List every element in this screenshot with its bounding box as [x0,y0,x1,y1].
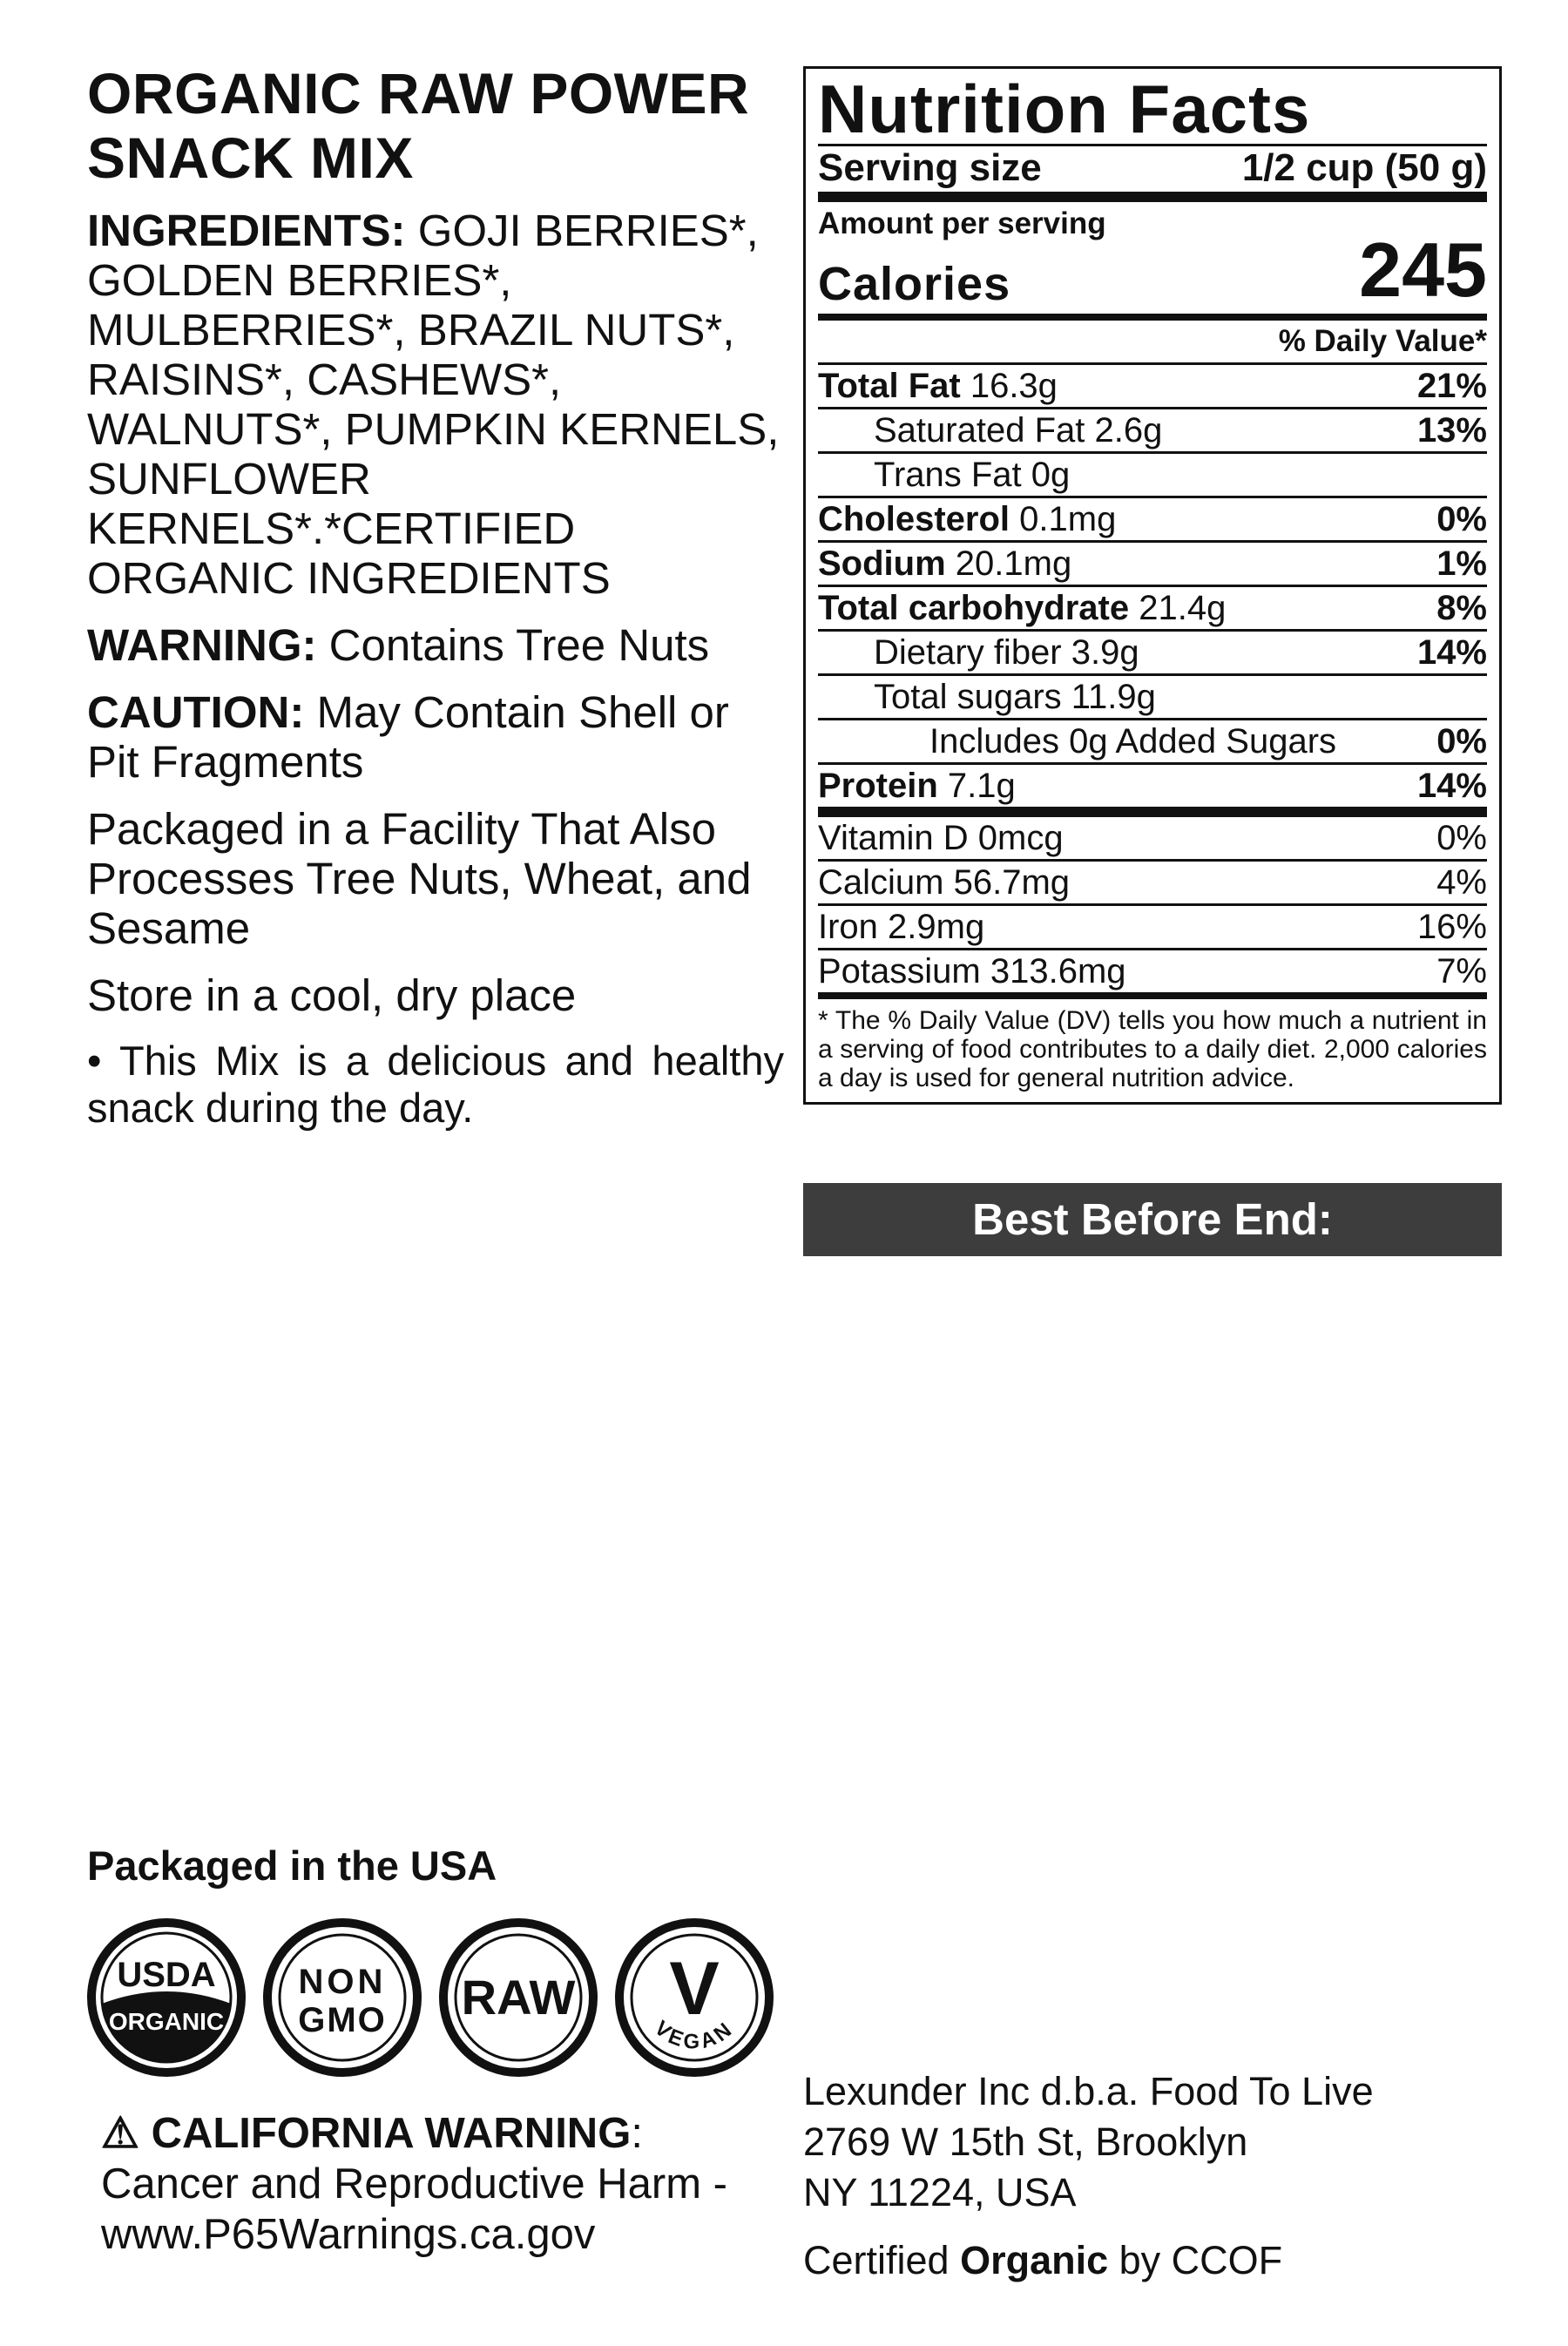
raw-label: RAW [461,1970,576,2025]
certified-prefix: Certified [803,2238,950,2282]
product-title-line2: SNACK MIX [87,125,414,190]
product-title-line1: ORGANIC RAW POWER [87,61,750,125]
nutrient-dv: 0% [1436,722,1487,761]
ingredients [87,206,784,603]
nutrient-row-cholesterol [818,498,1487,543]
serving-size-value: 1/2 cup (50 g) [1241,146,1487,189]
nutrient-dv: 14% [1416,633,1487,672]
non-label: NON [298,1963,387,2001]
nutrient-name: Protein [818,767,938,805]
vitamin-dv: 0% [1436,819,1487,857]
california-warning [101,2108,763,2260]
vegan-icon [613,1917,775,2079]
serving-size-row [818,146,1487,202]
caution [87,687,784,787]
amount-per-serving: Amount per serving [818,206,1106,240]
usda-label: USDA [117,1956,216,1994]
certified-organic-statement [803,2235,1282,2286]
nutrient-row-total-sugars [818,676,1487,720]
nutrient-dv: 0% [1436,500,1487,538]
nutrient-name: Trans Fat 0g [874,456,1071,494]
vitamin-dv: 7% [1436,952,1487,990]
product-info [87,61,784,1149]
vitamin-dv: 16% [1416,908,1487,946]
nutrient-row-saturated-fat [818,409,1487,454]
california-warning-colon: : [631,2110,643,2157]
facility-statement: Packaged in a Facility That Also Processes Tree Nuts, Wheat, and Sesame [87,804,752,953]
vitamin-dv: 4% [1436,863,1487,902]
usda-organic-label: ORGANIC [108,2008,225,2035]
vitamin-row-iron [818,906,1487,950]
nutrient-dv: 14% [1416,767,1487,805]
ingredients-text: GOJI BERRIES*, GOLDEN BERRIES*, MULBERRIES*, BRAZIL NUTS*, RAISINS*, CASHEWS*, WALNUTS*, PUMPKIN KERNELS, SUNFLOWER KERNELS*.*CERTIFIED ORGANIC INGREDIENTS [87,206,780,603]
caution-text: May Contain Shell or Pit Fragments [87,687,729,787]
nutrient-row-dietary-fiber [818,632,1487,676]
nutrient-dv: 21% [1416,367,1487,405]
company-street: 2769 W 15th St, Brooklyn [803,2120,1248,2164]
warning-text: Contains Tree Nuts [328,620,710,670]
vegan-v-label: V [669,1947,720,2031]
certified-organic-word: Organic [960,2238,1109,2282]
vitamin-name: Vitamin D 0mcg [818,819,1064,857]
nutrient-row-trans-fat [818,454,1487,498]
certified-suffix: by CCOF [1119,2238,1283,2282]
nutrient-name: Total sugars 11.9g [874,678,1156,716]
daily-value-footnote: * The % Daily Value (DV) tells you how much a nutrient in a serving of food contributes to a daily diet. 2,000 calories a day is used for general nutrition advice. [818,1006,1487,1092]
packaged-in-usa: Packaged in the USA [87,1842,497,1889]
best-before-bar: Best Before End: [803,1183,1502,1256]
vitamin-name: Calcium 56.7mg [818,863,1071,902]
company-name: Lexunder Inc d.b.a. Food To Live [803,2069,1374,2113]
vegan-word-label: VEGAN [649,2016,740,2054]
nutrient-name: Total Fat [818,367,961,405]
vitamin-name: Iron 2.9mg [818,908,985,946]
nutrient-amount: 21.4g [1139,589,1227,627]
calories-label: Calories [818,258,1011,310]
warning-triangle-icon: ⚠ [101,2110,139,2157]
nutrient-row-protein [818,765,1487,817]
california-warning-text: Cancer and Reproductive Harm - [101,2160,727,2207]
nutrient-row-total-fat [818,365,1487,409]
caution-label: CAUTION: [87,687,305,737]
daily-value-header: % Daily Value* [818,321,1487,365]
nutrient-name: Total carbohydrate [818,589,1130,627]
vitamin-row-vitamin-d [818,817,1487,862]
nutrient-row-sodium [818,543,1487,587]
raw-icon [437,1917,599,2079]
nutrient-name: Dietary fiber 3.9g [874,633,1139,672]
allergen-warning [87,620,784,670]
serving-size-label: Serving size [818,146,1042,189]
usda-organic-icon [85,1917,247,2079]
company-city: NY 11224, USA [803,2170,1077,2214]
nutrient-name: Includes 0g Added Sugars [929,722,1337,761]
p65-website: www.P65Warnings.ca.gov [101,2211,596,2258]
vitamin-name: Potassium 313.6mg [818,952,1126,990]
nutrition-facts-panel [803,66,1502,1105]
nutrient-amount: 20.1mg [955,544,1072,583]
non-gmo-icon [261,1917,423,2079]
ingredients-label: INGREDIENTS: [87,206,406,255]
nutrient-row-added-sugars [818,720,1487,765]
nutrient-amount: 0.1mg [1019,500,1117,538]
nutrient-amount: 16.3g [970,367,1058,405]
warning-label: WARNING: [87,620,317,670]
gmo-label: GMO [298,2001,387,2039]
nutrient-dv: 1% [1436,544,1487,583]
nutrition-facts-title: Nutrition Facts [818,74,1487,146]
vitamin-row-calcium [818,862,1487,906]
calories-value: 245 [1359,226,1487,313]
product-description: • This Mix is a delicious and healthy snack during the day. [87,1038,784,1131]
nutrient-dv: 8% [1436,589,1487,627]
calories-row [818,226,1487,321]
nutrient-name: Cholesterol [818,500,1010,538]
product-title [87,61,784,190]
vitamin-row-potassium [818,950,1487,999]
nutrient-name: Sodium [818,544,946,583]
california-warning-label: CALIFORNIA WARNING [151,2110,632,2157]
company-address [803,2066,1500,2218]
nutrient-amount: 7.1g [947,767,1016,805]
nutrient-dv: 13% [1416,411,1487,450]
nutrient-name: Saturated Fat 2.6g [874,411,1163,450]
nutrient-row-total-carbohydrate [818,587,1487,632]
storage-instructions: Store in a cool, dry place [87,970,577,1020]
